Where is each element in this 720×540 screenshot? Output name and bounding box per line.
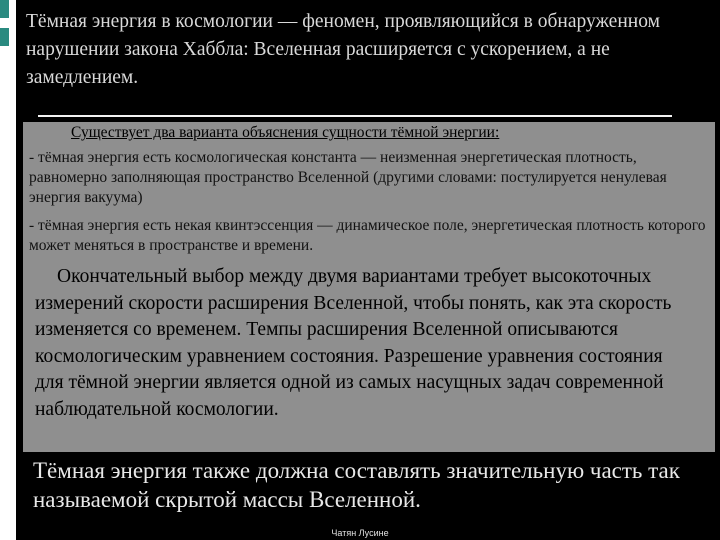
option-1-text: - тёмная энергия есть космологическая константа — неизменная энергетическая плотность, равномерно заполняющая пространство Вселенной (другими словами: постулируется ненулевая энергия вакуума) (29, 149, 667, 206)
title-divider (38, 115, 672, 117)
closing-statement: Тёмная энергия также должна составлять значительную часть так называемой скрытой массы Вселенной. (33, 458, 680, 512)
conclusion-paragraph (35, 264, 695, 423)
option-2-text: - тёмная энергия есть некая квинтэссенция — динамическое поле, энергетическая плотность которого может меняться в пространстве и времени. (29, 217, 706, 254)
intro-text: Существует два варианта объяснения сущности тёмной энергии: (71, 124, 500, 141)
slide-title: Тёмная энергия в космологии — феномен, проявляющийся в обнаруженном нарушении закона Хаббла: Вселенная расширяется с ускорением, а не замедлением. (26, 11, 660, 88)
conclusion-rest: высокоточных измерений скорости расширения Вселенной, чтобы понять, как эта скорость изменяется со временем. Темпы расширения Вселенной описываются космологическим уравнением состояния. Разрешение уравнения состояния для тёмной энергии является одной из самых насущных задач современной наблюдательной космологии. (35, 266, 672, 420)
conclusion-first-line: Окончательный выбор между двумя вариантами требует (57, 266, 528, 287)
author-footer: Чатян Лусине (331, 528, 389, 538)
left-decorative-stripe (0, 0, 16, 540)
content-panel (23, 122, 715, 452)
stripe-accent-top (0, 0, 9, 18)
stripe-accent-second (0, 28, 9, 46)
